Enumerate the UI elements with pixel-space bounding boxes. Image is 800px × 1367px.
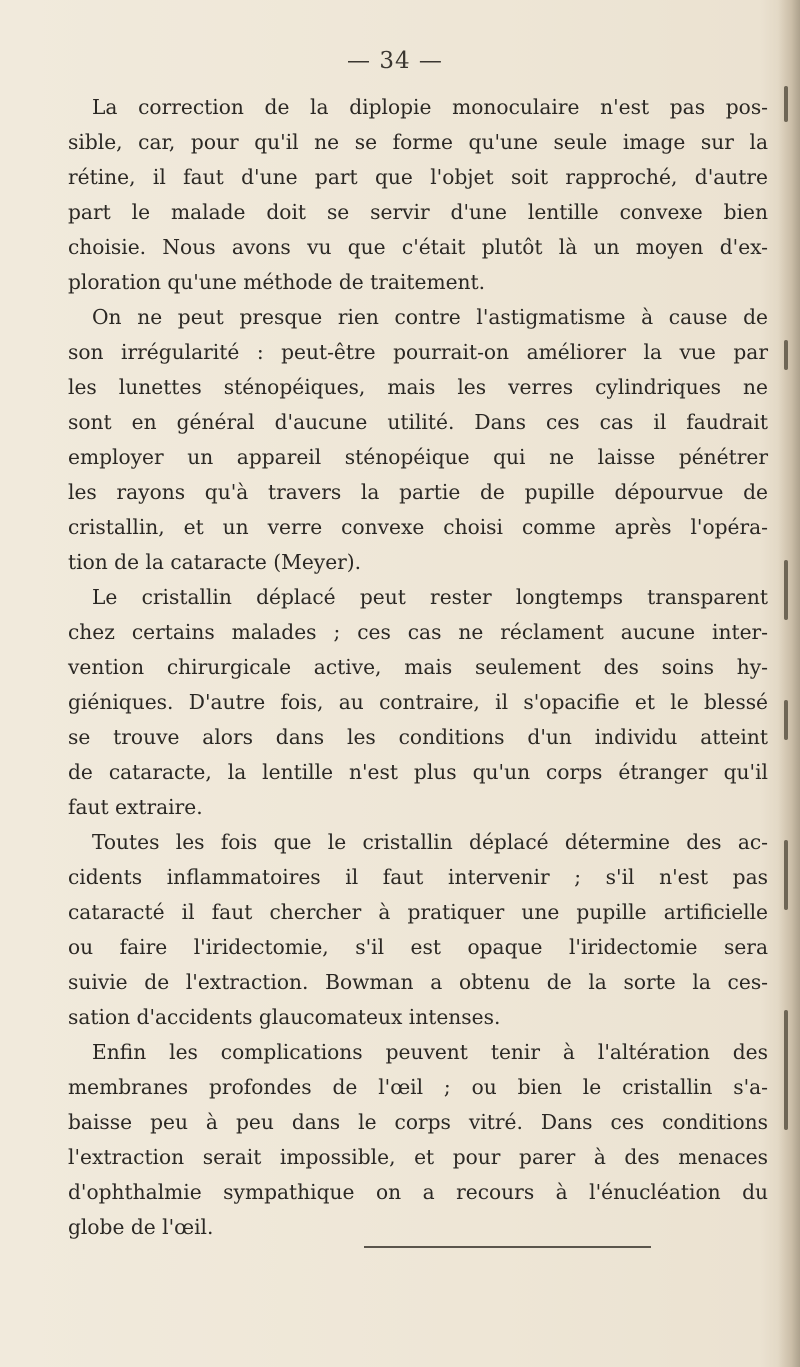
text-line: son irrégularité : peut-être pourrait-on améliorer la vue par: [68, 340, 768, 364]
bottom-rule: [364, 1246, 651, 1248]
text-line: membranes profondes de l'œil ; ou bien le cristallin s'a-: [68, 1075, 768, 1099]
text-line: On ne peut presque rien contre l'astigmatisme à cause de: [92, 305, 768, 329]
page-number-header: — 34 —: [347, 48, 443, 74]
text-line: employer un appareil sténopéique qui ne laisse pénétrer: [68, 445, 768, 469]
text-line: ploration qu'une méthode de traitement.: [68, 270, 486, 294]
text-line: globe de l'œil.: [68, 1215, 214, 1239]
text-line: se trouve alors dans les conditions d'un individu atteint: [68, 725, 768, 749]
text-line: ou faire l'iridectomie, s'il est opaque l'iridectomie sera: [68, 935, 768, 959]
text-line: part le malade doit se servir d'une lentille convexe bien: [68, 200, 768, 224]
page-edge-shadow: [778, 0, 800, 1367]
body-text: [68, 90, 768, 1245]
text-line: giéniques. D'autre fois, au contraire, il s'opacifie et le blessé: [68, 690, 768, 714]
text-line: tion de la cataracte (Meyer).: [68, 550, 362, 574]
page-edge-mark: [784, 700, 788, 740]
text-line: cataracté il faut chercher à pratiquer une pupille artificielle: [68, 900, 768, 924]
text-line: sible, car, pour qu'il ne se forme qu'une seule image sur la: [68, 130, 768, 154]
text-line: de cataracte, la lentille n'est plus qu'un corps étranger qu'il: [68, 760, 768, 784]
text-line: faut extraire.: [68, 795, 203, 819]
text-line: La correction de la diplopie monoculaire n'est pas pos-: [92, 95, 768, 119]
text-line: rétine, il faut d'une part que l'objet soit rapproché, d'autre: [68, 165, 768, 189]
text-line: cidents inflammatoires il faut intervenir ; s'il n'est pas: [68, 865, 768, 889]
text-line: l'extraction serait impossible, et pour parer à des menaces: [68, 1145, 768, 1169]
text-line: les lunettes sténopéiques, mais les verres cylindriques ne: [68, 375, 768, 399]
text-line: baisse peu à peu dans le corps vitré. Dans ces conditions: [68, 1110, 768, 1134]
text-line: suivie de l'extraction. Bowman a obtenu de la sorte la ces-: [68, 970, 768, 994]
text-line: d'ophthalmie sympathique on a recours à l'énucléation du: [68, 1180, 768, 1204]
page-edge-mark: [784, 1010, 788, 1130]
text-line: choisie. Nous avons vu que c'était plutôt là un moyen d'ex-: [68, 235, 768, 259]
text-line: vention chirurgicale active, mais seulement des soins hy-: [68, 655, 768, 679]
page-edge-mark: [784, 340, 788, 370]
page-edge-mark: [784, 86, 788, 122]
page-edge-mark: [784, 840, 788, 910]
text-line: sont en général d'aucune utilité. Dans ces cas il faudrait: [68, 410, 768, 434]
text-line: Toutes les fois que le cristallin déplacé détermine des ac-: [92, 830, 768, 854]
text-line: cristallin, et un verre convexe choisi comme après l'opéra-: [68, 515, 768, 539]
text-line: les rayons qu'à travers la partie de pupille dépourvue de: [68, 480, 768, 504]
text-line: Le cristallin déplacé peut rester longtemps transparent: [92, 585, 768, 609]
text-line: chez certains malades ; ces cas ne réclament aucune inter-: [68, 620, 768, 644]
page-edge-mark: [784, 560, 788, 620]
text-line: sation d'accidents glaucomateux intenses.: [68, 1005, 501, 1029]
text-line: Enfin les complications peuvent tenir à l'altération des: [92, 1040, 768, 1064]
